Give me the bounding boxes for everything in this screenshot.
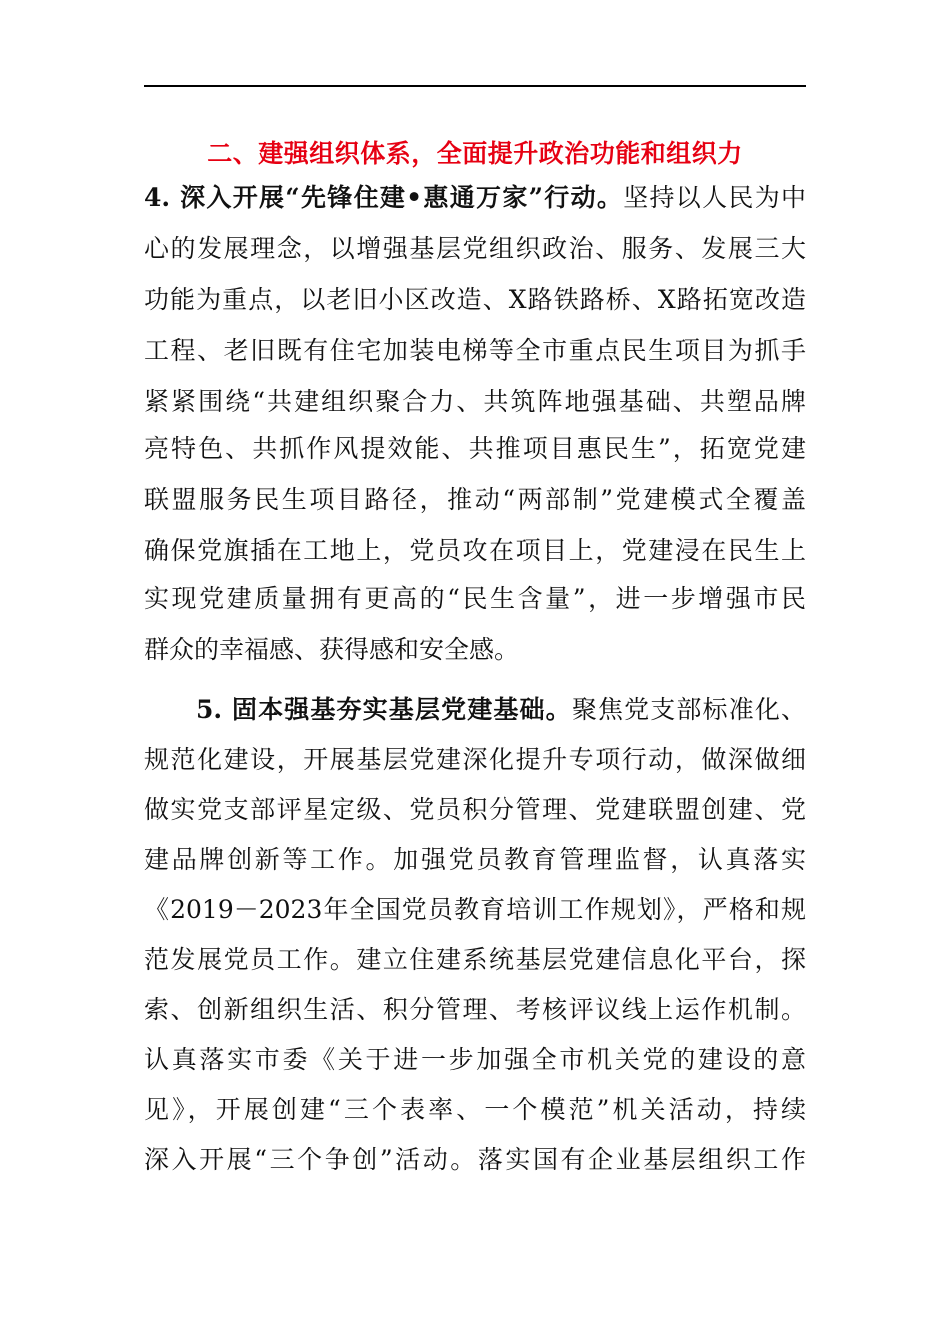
p4-line-5: 紧紧围绕“共建组织聚合力、共筑阵地强基础、共塑品牌 — [144, 387, 806, 416]
p4-line-3: 功能为重点，以老旧小区改造、X路铁路桥、X路拓宽改造 — [144, 285, 806, 314]
p5-line-4: 建品牌创新等工作。加强党员教育管理监督，认真落实 — [144, 845, 806, 874]
p4-line-4: 工程、老旧既有住宅加装电梯等全市重点民生项目为抓手 — [144, 336, 806, 365]
p5-line-1-rest: 聚焦党支部标准化、 — [571, 695, 806, 724]
p4-line-1 — [144, 178, 806, 218]
p4-line-10: 群众的幸福感、获得感和安全感。 — [144, 635, 520, 664]
header-rule — [144, 85, 806, 87]
p4-lead: 4. 深入开展“先锋住建•惠通万家”行动。 — [144, 183, 624, 212]
p5-line-3: 做实党支部评星定级、党员积分管理、党建联盟创建、党 — [144, 795, 806, 824]
p5-line-5: 《2019－2023年全国党员教育培训工作规划》，严格和规 — [144, 895, 806, 924]
p4-line-2: 心的发展理念，以增强基层党组织政治、服务、发展三大 — [144, 234, 806, 263]
p4-line-1-rest: 坚持以人民为中 — [623, 183, 806, 212]
p4-line-8: 确保党旗插在工地上，党员攻在项目上，党建浸在民生上 — [144, 536, 806, 565]
p4-line-9: 实现党建质量拥有更高的“民生含量”，进一步增强市民 — [144, 584, 806, 613]
section-heading: 二、建强组织体系，全面提升政治功能和组织力 — [207, 139, 743, 168]
p5-line-10: 深入开展“三个争创”活动。落实国有企业基层组织工作 — [144, 1145, 806, 1174]
p4-line-7: 联盟服务民生项目路径，推动“两部制”党建模式全覆盖 — [144, 485, 806, 514]
p5-line-9: 见》，开展创建“三个表率、一个模范”机关活动，持续 — [144, 1095, 806, 1124]
p5-line-7: 索、创新组织生活、积分管理、考核评议线上运作机制。 — [144, 995, 806, 1024]
p5-line-6: 范发展党员工作。建立住建系统基层党建信息化平台，探 — [144, 945, 806, 974]
p5-line-1 — [196, 690, 806, 730]
p5-line-8: 认真落实市委《关于进一步加强全市机关党的建设的意 — [144, 1045, 806, 1074]
p5-lead: 5. 固本强基夯实基层党建基础。 — [196, 695, 572, 724]
p4-line-6: 亮特色、共抓作风提效能、共推项目惠民生”，拓宽党建 — [144, 434, 806, 463]
p5-line-2: 规范化建设，开展基层党建深化提升专项行动，做深做细 — [144, 745, 806, 774]
